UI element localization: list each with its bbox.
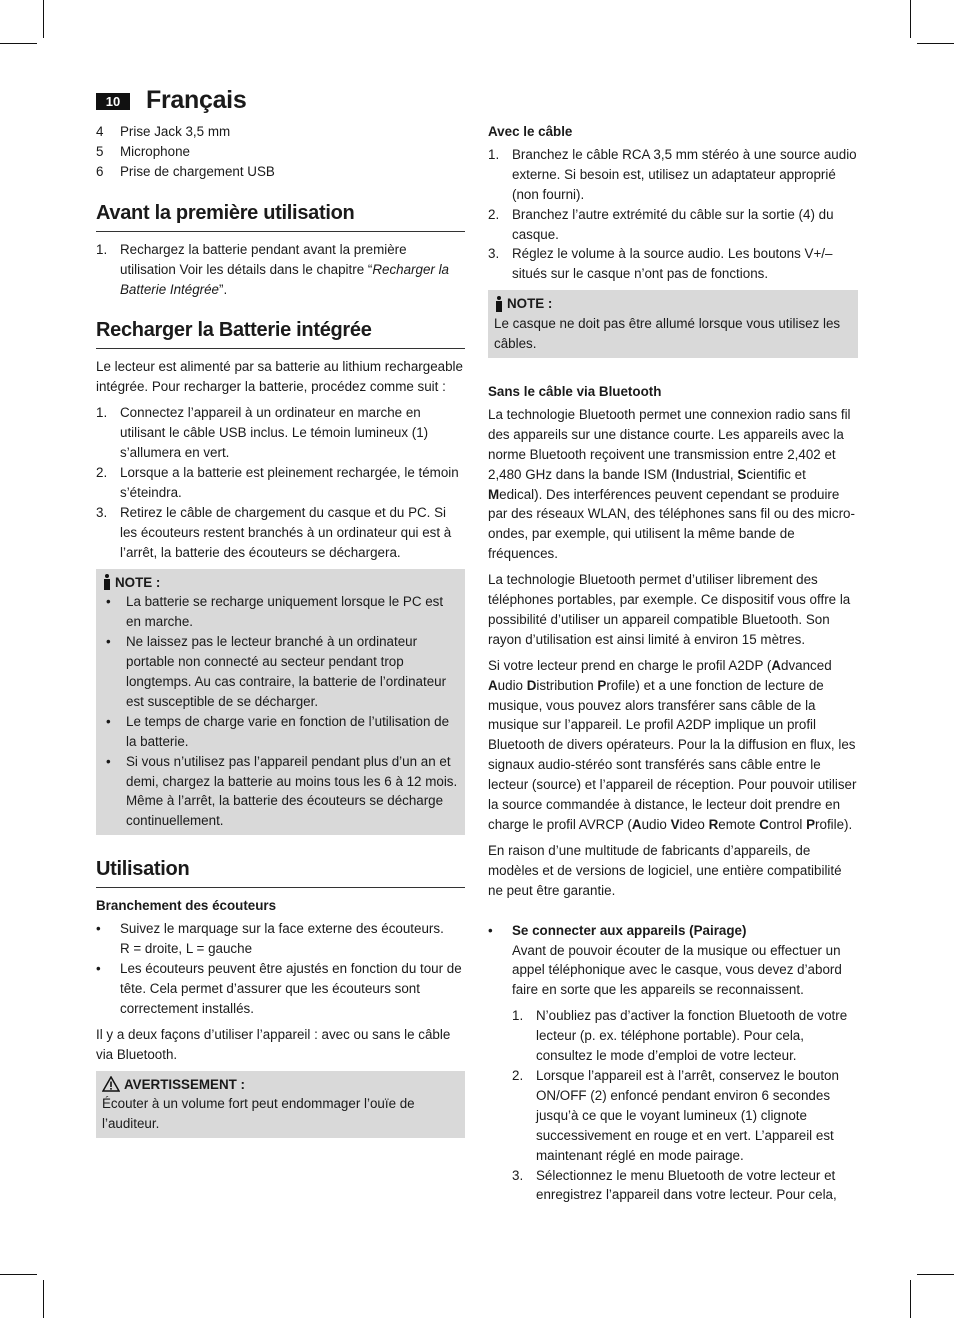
steps-list [96,403,465,562]
crop-mark [0,1274,37,1275]
subheading: Avec le câble [488,124,573,139]
section-heading: Avant la première utilisation [96,201,465,232]
warning-icon [102,1076,120,1092]
paragraph: La technologie Bluetooth permet d’utiliser librement des téléphones portables, par exemple. Ce dispositif vous offre la possibilité d’utiliser un appareil compatible Bluetooth. Son rayon d’utilisation est ainsi limité à environ 15 mètres. [488,572,851,647]
note-box [488,290,858,358]
list-item: 1. Rechargez la batterie pendant avant la première utilisation Voir les détails dans le chapitre “Recharger la Batterie Intégrée”. [96,241,449,297]
warning-text: Écouter à un volume fort peut endommager l’ouïe de l’auditeur. [102,1096,415,1132]
note-box [96,569,465,836]
list-item: 2. Lorsque l’appareil est à l’arrêt, conservez le bouton ON/OFF (2) enfoncé pendant environ 6 secondes jusqu’à ce que le voyant lumineux (1) clignote successivement en rouge et en vert. L’appareil est maintenant réglé en mode pairage. [512,1067,839,1163]
list-item: 3. Sélectionnez le menu Bluetooth de votre lecteur et enregistrez l’appareil dans votre lecteur. Pour cela, [512,1167,837,1203]
info-icon [494,296,504,312]
bullet-list [96,919,465,1019]
list-item: • Se connecter aux appareils (Pairage) Avant de pouvoir écouter de la musique ou effectuer un appel téléphonique avec le casque, vous devez d’abord faire en sorte que les appareils se reconnaissent. [488,922,842,998]
pairing-text: Avant de pouvoir écouter de la musique ou effectuer un appel téléphonique avec le casque, vous devez d’abord faire en sorte que les appareils se reconnaissent. [512,942,842,998]
crop-mark [43,0,44,38]
crop-mark [43,1280,44,1318]
crop-mark [917,43,954,44]
list-item: 3. Réglez le volume à la source audio. Les boutons V+/– situés sur le casque n’ont pas de fonctions. [488,246,833,282]
crop-mark [910,0,911,38]
section-heading: Recharger la Batterie intégrée [96,318,465,349]
list-item: 1. Branchez le câble RCA 3,5 mm stéréo à une source audio externe. Si besoin est, utilisez un adaptateur approprié (non fourni). [488,146,857,202]
page-title: Français [146,86,247,114]
pairing-steps [488,1006,858,1205]
list-item: 3. Retirez le câble de chargement du casque et du PC. Si les écouteurs restent branchés à un ordinateur qui est à l’arrêt, la batterie des écouteurs se déchargera. [96,504,452,560]
page-number: 10 [96,93,130,110]
list-item: • Le temps de charge varie en fonction de l’utilisation de la batterie. [106,713,450,749]
subheading: Sans le câble via Bluetooth [488,383,662,399]
paragraph: Il y a deux façons d’utiliser l’appareil : avec ou sans le câble via Bluetooth. [96,1026,451,1062]
subheading: Branchement des écouteurs [96,898,277,914]
note-title: NOTE : [507,296,553,312]
list-item: 2. Branchez l’autre extrémité du câble sur la sortie (4) du casque. [488,206,834,242]
warning-title: AVERTISSEMENT : [124,1076,246,1092]
crop-mark [910,1280,911,1318]
note-text: Le casque ne doit pas être allumé lorsque vous utilisez les câbles. [494,316,841,352]
left-column [96,122,465,1138]
paragraph: Si votre lecteur prend en charge le profil A2DP (Advanced Audio Distribution Profile) et a une fonction de lecture de musique, vous pouvez alors transférer sans câble de la musique sur l’appareil. Le profil A2DP implique un profil Bluetooth de divers opérateurs. Pour la la diffusion en flux, les signaux audio-stéréo sont transférés sans câble entre le lecteur (source) et l’appareil de réception. Pour pouvoir utiliser la source commandée à distance, le lecteur doit prendre en charge le profil AVRCP (Audio Video Remote Control Profile). [488,657,857,832]
list-item: • Les écouteurs peuvent être ajustés en fonction du tour de tête. Cela permet d’assurer que les écouteurs sont correctement installés. [96,961,462,1016]
paragraph: Le lecteur est alimenté par sa batterie au lithium rechargeable intégrée. Pour recharger la batterie, procédez comme suit : [96,359,463,395]
paragraph: La technologie Bluetooth permet une connexion radio sans fil des appareils sur une distance courte. Les appareils avec la norme Bluetooth reçoivent une transmission entre 2,402 et 2,480 GHz dans la bande ISM (Industrial, Scientific et Medical). Des interférences peuvent cependant se produire par des réseaux WLAN, des téléphones sans fil ou des micro-ondes, par exemple, qui utilisent la même bande de fréquences. [488,406,855,562]
list-item: 1. N’oubliez pas d’activer la fonction Bluetooth de votre lecteur (p. ex. téléphone portable). Pour cela, consultez le mode d’emploi de votre lecteur. [512,1008,848,1064]
right-column [488,122,858,1205]
list-item: • Si vous n’utilisez pas l’appareil pendant plus d’un an et demi, chargez la batterie au moins tous les 6 à 12 mois. Même à l’arrêt, la batterie des écouteurs se décharge continuellement. [106,753,458,829]
list-item: 1. Connectez l’appareil à un ordinateur en marche en utilisant le câble USB inclus. Le témoin lumineux (1) s’allumera en vert. [96,405,429,461]
warning-box [96,1071,465,1139]
section-heading: Utilisation [96,857,465,888]
pairing-title: Se connecter aux appareils (Pairage) [512,922,747,938]
list-item: • Ne laissez pas le lecteur branché à un ordinateur portable non connecté au secteur pendant trop longtemps. Au cas contraire, la batterie de l’ordinateur est susceptible de se décharger. [106,634,447,709]
parts-list [96,122,465,182]
list-item: 5 Microphone [96,143,190,159]
list-item: • Suivez le marquage sur la face externe des écouteurs. R = droite, L = gauche [96,921,444,957]
note-title: NOTE : [115,574,161,590]
list-item: 2. Lorsque a la batterie est pleinement rechargée, le témoin s’éteindra. [96,464,459,500]
steps-list [488,145,858,284]
info-icon [102,574,112,590]
list-item: • La batterie se recharge uniquement lorsque le PC est en marche. [106,594,444,630]
crop-mark [917,1274,954,1275]
list-item: 6 Prise de chargement USB [96,163,275,179]
crop-mark [0,43,37,44]
paragraph: En raison d’une multitude de fabricants d’appareils, de modèles et de versions de logiciel, une entière compatibilité ne peut être garantie. [488,842,842,898]
list-item: 4 Prise Jack 3,5 mm [96,124,231,139]
